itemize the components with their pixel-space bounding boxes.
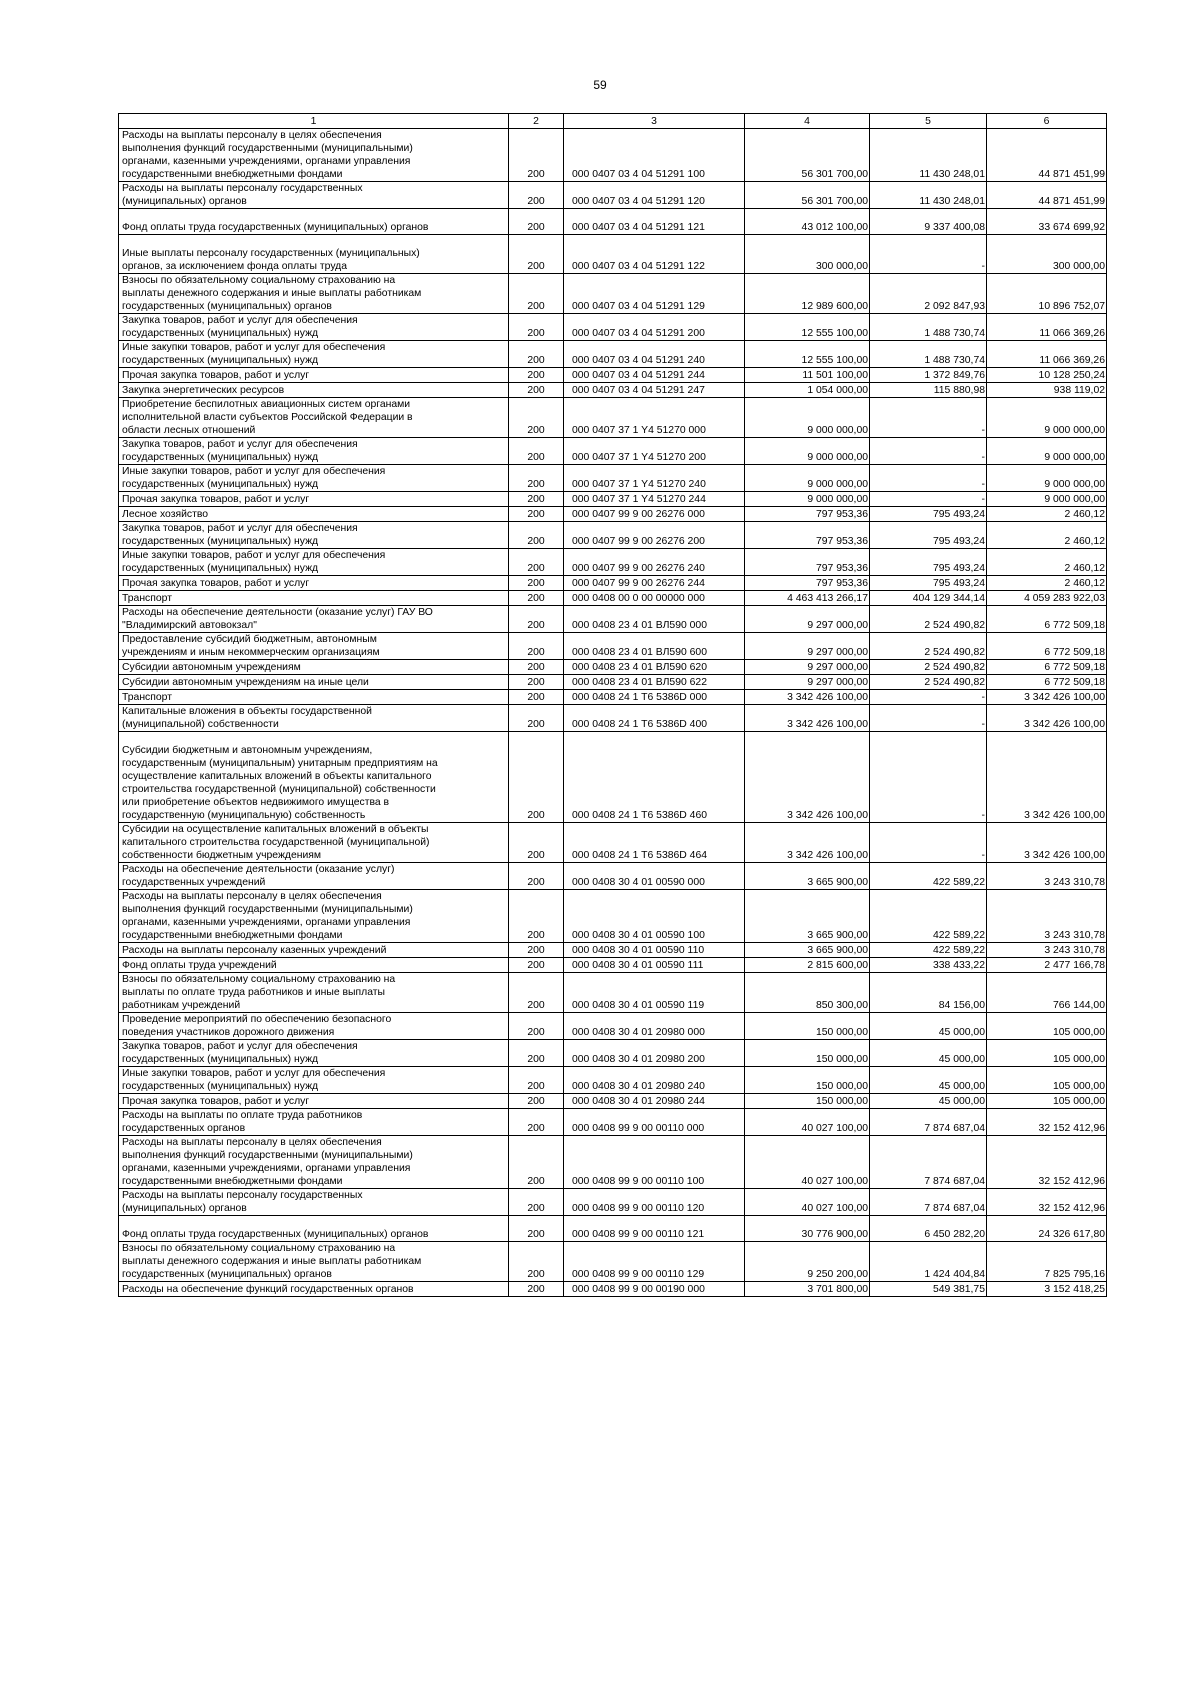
row-unexecuted-amount-cell: 3 342 426 100,00 (987, 705, 1107, 732)
row-approved-amount-cell: 300 000,00 (745, 235, 870, 274)
row-approved-amount-cell: 40 027 100,00 (745, 1136, 870, 1189)
row-executed-amount-cell: 422 589,22 (870, 890, 987, 943)
row-kbk-code-cell: 000 0408 30 4 01 00590 119 (564, 973, 745, 1013)
row-line-code-cell: 200 (509, 606, 564, 633)
row-kbk-code-cell: 000 0408 23 4 01 ВЛ590 600 (564, 633, 745, 660)
row-executed-amount-cell: 404 129 344,14 (870, 591, 987, 606)
row-approved-amount-cell: 56 301 700,00 (745, 182, 870, 209)
row-executed-amount-cell: 422 589,22 (870, 943, 987, 958)
row-line-code-cell: 200 (509, 274, 564, 314)
row-executed-amount-cell: 45 000,00 (870, 1013, 987, 1040)
row-name-cell: Расходы на обеспечение функций государственных органов (119, 1282, 509, 1297)
table-row (119, 368, 1107, 383)
row-unexecuted-amount-cell: 2 477 166,78 (987, 958, 1107, 973)
row-executed-amount-cell: - (870, 690, 987, 705)
row-executed-amount-cell: - (870, 823, 987, 863)
row-executed-amount-cell: 2 524 490,82 (870, 606, 987, 633)
row-kbk-code-cell: 000 0408 23 4 01 ВЛ590 620 (564, 660, 745, 675)
row-unexecuted-amount-cell: 9 000 000,00 (987, 492, 1107, 507)
row-line-code-cell: 200 (509, 576, 564, 591)
row-approved-amount-cell: 3 665 900,00 (745, 943, 870, 958)
row-line-code-cell: 200 (509, 675, 564, 690)
row-approved-amount-cell: 150 000,00 (745, 1067, 870, 1094)
row-line-code-cell: 200 (509, 438, 564, 465)
row-kbk-code-cell: 000 0408 30 4 01 20980 200 (564, 1040, 745, 1067)
row-executed-amount-cell: 115 880,98 (870, 383, 987, 398)
row-executed-amount-cell: - (870, 398, 987, 438)
row-kbk-code-cell: 000 0408 30 4 01 00590 000 (564, 863, 745, 890)
table-row (119, 398, 1107, 438)
row-unexecuted-amount-cell: 2 460,12 (987, 549, 1107, 576)
row-unexecuted-amount-cell: 32 152 412,96 (987, 1189, 1107, 1216)
row-unexecuted-amount-cell: 6 772 509,18 (987, 606, 1107, 633)
row-executed-amount-cell: 7 874 687,04 (870, 1109, 987, 1136)
row-approved-amount-cell: 12 555 100,00 (745, 314, 870, 341)
row-name-cell: Взносы по обязательному социальному страхованию на выплаты денежного содержания и иные выплаты работникам государственных (муниципальных) органов (119, 274, 509, 314)
row-name-cell: Предоставление субсидий бюджетным, автономным учреждениям и иным некоммерческим организациям (119, 633, 509, 660)
row-executed-amount-cell: 45 000,00 (870, 1040, 987, 1067)
row-approved-amount-cell: 3 342 426 100,00 (745, 732, 870, 823)
row-line-code-cell: 200 (509, 1040, 564, 1067)
row-executed-amount-cell: 11 430 248,01 (870, 182, 987, 209)
row-approved-amount-cell: 1 054 000,00 (745, 383, 870, 398)
row-approved-amount-cell: 797 953,36 (745, 507, 870, 522)
table-row (119, 438, 1107, 465)
row-line-code-cell: 200 (509, 732, 564, 823)
row-executed-amount-cell: 45 000,00 (870, 1094, 987, 1109)
row-executed-amount-cell: 7 874 687,04 (870, 1136, 987, 1189)
table-row (119, 1067, 1107, 1094)
row-name-cell: Расходы на обеспечение деятельности (оказание услуг) ГАУ ВО "Владимирский автовокзал" (119, 606, 509, 633)
row-line-code-cell: 200 (509, 507, 564, 522)
table-row (119, 690, 1107, 705)
row-name-cell: Субсидии автономным учреждениям на иные цели (119, 675, 509, 690)
row-line-code-cell: 200 (509, 660, 564, 675)
row-name-cell: Субсидии бюджетным и автономным учреждениям, государственным (муниципальным) унитарным предприятиям на осуществление капитальных вложений в объекты капитального строительства государственной (муниципальной) собственности или приобретение объектов недвижимого имущества в государственную (муниципальную) собственность (119, 732, 509, 823)
row-name-cell: Приобретение беспилотных авиационных систем органами исполнительной власти субъектов Российской Федерации в области лесных отношений (119, 398, 509, 438)
row-unexecuted-amount-cell: 2 460,12 (987, 522, 1107, 549)
row-kbk-code-cell: 000 0407 03 4 04 51291 244 (564, 368, 745, 383)
row-name-cell: Проведение мероприятий по обеспечению безопасного поведения участников дорожного движения (119, 1013, 509, 1040)
table-row (119, 732, 1107, 823)
table-row (119, 274, 1107, 314)
row-line-code-cell: 200 (509, 368, 564, 383)
row-kbk-code-cell: 000 0407 03 4 04 51291 100 (564, 129, 745, 182)
column-header-1: 1 (119, 114, 509, 129)
row-approved-amount-cell: 43 012 100,00 (745, 209, 870, 235)
row-executed-amount-cell: 549 381,75 (870, 1282, 987, 1297)
row-name-cell: Расходы на обеспечение деятельности (оказание услуг) государственных учреждений (119, 863, 509, 890)
row-kbk-code-cell: 000 0407 03 4 04 51291 122 (564, 235, 745, 274)
row-executed-amount-cell: - (870, 492, 987, 507)
row-line-code-cell: 200 (509, 398, 564, 438)
row-name-cell: Иные закупки товаров, работ и услуг для обеспечения государственных (муниципальных) нужд (119, 549, 509, 576)
row-kbk-code-cell: 000 0408 24 1 T6 5386D 464 (564, 823, 745, 863)
row-approved-amount-cell: 9 000 000,00 (745, 398, 870, 438)
table-row (119, 522, 1107, 549)
row-line-code-cell: 200 (509, 863, 564, 890)
row-kbk-code-cell: 000 0408 24 1 T6 5386D 460 (564, 732, 745, 823)
table-row (119, 1242, 1107, 1282)
row-line-code-cell: 200 (509, 973, 564, 1013)
row-line-code-cell: 200 (509, 341, 564, 368)
row-name-cell: Транспорт (119, 591, 509, 606)
row-unexecuted-amount-cell: 2 460,12 (987, 576, 1107, 591)
row-kbk-code-cell: 000 0407 03 4 04 51291 121 (564, 209, 745, 235)
row-unexecuted-amount-cell: 3 342 426 100,00 (987, 823, 1107, 863)
row-name-cell: Иные выплаты персоналу государственных (муниципальных) органов, за исключением фонда оплаты труда (119, 235, 509, 274)
row-unexecuted-amount-cell: 3 342 426 100,00 (987, 732, 1107, 823)
budget-table-container (118, 113, 1106, 1297)
row-kbk-code-cell: 000 0407 03 4 04 51291 129 (564, 274, 745, 314)
row-kbk-code-cell: 000 0408 99 9 00 00110 129 (564, 1242, 745, 1282)
row-name-cell: Фонд оплаты труда государственных (муниципальных) органов (119, 209, 509, 235)
row-line-code-cell: 200 (509, 1282, 564, 1297)
row-line-code-cell: 200 (509, 1216, 564, 1242)
row-unexecuted-amount-cell: 11 066 369,26 (987, 341, 1107, 368)
row-kbk-code-cell: 000 0408 30 4 01 20980 240 (564, 1067, 745, 1094)
row-line-code-cell: 200 (509, 958, 564, 973)
row-approved-amount-cell: 3 342 426 100,00 (745, 705, 870, 732)
row-executed-amount-cell: 795 493,24 (870, 576, 987, 591)
row-kbk-code-cell: 000 0408 30 4 01 20980 000 (564, 1013, 745, 1040)
row-unexecuted-amount-cell: 3 342 426 100,00 (987, 690, 1107, 705)
row-line-code-cell: 200 (509, 890, 564, 943)
row-kbk-code-cell: 000 0408 30 4 01 00590 111 (564, 958, 745, 973)
row-line-code-cell: 200 (509, 1189, 564, 1216)
table-row (119, 1109, 1107, 1136)
table-body (119, 129, 1107, 1297)
row-kbk-code-cell: 000 0408 24 1 T6 5386D 400 (564, 705, 745, 732)
row-approved-amount-cell: 9 297 000,00 (745, 633, 870, 660)
row-unexecuted-amount-cell: 44 871 451,99 (987, 129, 1107, 182)
row-name-cell: Расходы на выплаты персоналу государственных (муниципальных) органов (119, 182, 509, 209)
table-row (119, 576, 1107, 591)
row-executed-amount-cell: 795 493,24 (870, 549, 987, 576)
page-number: 59 (593, 78, 607, 92)
row-kbk-code-cell: 000 0408 99 9 00 00110 120 (564, 1189, 745, 1216)
table-row (119, 549, 1107, 576)
row-kbk-code-cell: 000 0408 23 4 01 ВЛ590 622 (564, 675, 745, 690)
row-name-cell: Иные закупки товаров, работ и услуг для обеспечения государственных (муниципальных) нужд (119, 465, 509, 492)
row-unexecuted-amount-cell: 2 460,12 (987, 507, 1107, 522)
row-name-cell: Прочая закупка товаров, работ и услуг (119, 492, 509, 507)
row-unexecuted-amount-cell: 6 772 509,18 (987, 633, 1107, 660)
row-line-code-cell: 200 (509, 943, 564, 958)
table-row (119, 1040, 1107, 1067)
row-name-cell: Расходы на выплаты персоналу государственных (муниципальных) органов (119, 1189, 509, 1216)
row-line-code-cell: 200 (509, 1136, 564, 1189)
row-line-code-cell: 200 (509, 383, 564, 398)
row-executed-amount-cell: 1 372 849,76 (870, 368, 987, 383)
table-header-row (119, 114, 1107, 129)
row-approved-amount-cell: 3 665 900,00 (745, 863, 870, 890)
row-unexecuted-amount-cell: 105 000,00 (987, 1067, 1107, 1094)
table-row (119, 314, 1107, 341)
row-kbk-code-cell: 000 0407 99 9 00 26276 240 (564, 549, 745, 576)
row-name-cell: Закупка товаров, работ и услуг для обеспечения государственных (муниципальных) нужд (119, 522, 509, 549)
row-unexecuted-amount-cell: 32 152 412,96 (987, 1109, 1107, 1136)
row-approved-amount-cell: 11 501 100,00 (745, 368, 870, 383)
column-header-6: 6 (987, 114, 1107, 129)
row-name-cell: Прочая закупка товаров, работ и услуг (119, 1094, 509, 1109)
row-unexecuted-amount-cell: 32 152 412,96 (987, 1136, 1107, 1189)
table-row (119, 958, 1107, 973)
row-unexecuted-amount-cell: 3 243 310,78 (987, 890, 1107, 943)
row-executed-amount-cell: 795 493,24 (870, 522, 987, 549)
row-approved-amount-cell: 150 000,00 (745, 1040, 870, 1067)
row-executed-amount-cell: - (870, 235, 987, 274)
row-kbk-code-cell: 000 0407 03 4 04 51291 247 (564, 383, 745, 398)
row-approved-amount-cell: 12 555 100,00 (745, 341, 870, 368)
row-name-cell: Капитальные вложения в объекты государственной (муниципальной) собственности (119, 705, 509, 732)
row-unexecuted-amount-cell: 6 772 509,18 (987, 660, 1107, 675)
row-line-code-cell: 200 (509, 591, 564, 606)
row-line-code-cell: 200 (509, 314, 564, 341)
column-header-3: 3 (564, 114, 745, 129)
row-name-cell: Расходы на выплаты по оплате труда работников государственных органов (119, 1109, 509, 1136)
table-row (119, 606, 1107, 633)
row-line-code-cell: 200 (509, 823, 564, 863)
row-line-code-cell: 200 (509, 235, 564, 274)
table-row (119, 209, 1107, 235)
row-name-cell: Фонд оплаты труда учреждений (119, 958, 509, 973)
row-line-code-cell: 200 (509, 633, 564, 660)
row-approved-amount-cell: 850 300,00 (745, 973, 870, 1013)
table-row (119, 492, 1107, 507)
row-executed-amount-cell: 7 874 687,04 (870, 1189, 987, 1216)
row-approved-amount-cell: 9 297 000,00 (745, 606, 870, 633)
row-kbk-code-cell: 000 0407 03 4 04 51291 200 (564, 314, 745, 341)
column-header-5: 5 (870, 114, 987, 129)
row-kbk-code-cell: 000 0407 99 9 00 26276 000 (564, 507, 745, 522)
column-header-2: 2 (509, 114, 564, 129)
row-executed-amount-cell: 11 430 248,01 (870, 129, 987, 182)
row-approved-amount-cell: 40 027 100,00 (745, 1189, 870, 1216)
row-kbk-code-cell: 000 0407 03 4 04 51291 240 (564, 341, 745, 368)
table-row (119, 507, 1107, 522)
row-kbk-code-cell: 000 0408 30 4 01 00590 110 (564, 943, 745, 958)
row-kbk-code-cell: 000 0407 99 9 00 26276 244 (564, 576, 745, 591)
row-approved-amount-cell: 56 301 700,00 (745, 129, 870, 182)
table-row (119, 129, 1107, 182)
row-executed-amount-cell: 422 589,22 (870, 863, 987, 890)
row-kbk-code-cell: 000 0408 99 9 00 00110 100 (564, 1136, 745, 1189)
row-name-cell: Взносы по обязательному социальному страхованию на выплаты по оплате труда работников и иные выплаты работникам учреждений (119, 973, 509, 1013)
row-executed-amount-cell: 6 450 282,20 (870, 1216, 987, 1242)
row-line-code-cell: 200 (509, 690, 564, 705)
row-approved-amount-cell: 12 989 600,00 (745, 274, 870, 314)
row-executed-amount-cell: 2 092 847,93 (870, 274, 987, 314)
row-unexecuted-amount-cell: 105 000,00 (987, 1094, 1107, 1109)
row-unexecuted-amount-cell: 105 000,00 (987, 1040, 1107, 1067)
row-unexecuted-amount-cell: 3 152 418,25 (987, 1282, 1107, 1297)
row-kbk-code-cell: 000 0408 99 9 00 00110 121 (564, 1216, 745, 1242)
table-row (119, 235, 1107, 274)
table-row (119, 1094, 1107, 1109)
row-approved-amount-cell: 3 665 900,00 (745, 890, 870, 943)
row-name-cell: Закупка энергетических ресурсов (119, 383, 509, 398)
row-name-cell: Субсидии на осуществление капитальных вложений в объекты капитального строительства государственной (муниципальной) собственности бюджетным учреждениям (119, 823, 509, 863)
row-approved-amount-cell: 3 342 426 100,00 (745, 823, 870, 863)
row-kbk-code-cell: 000 0407 37 1 Y4 51270 200 (564, 438, 745, 465)
row-approved-amount-cell: 150 000,00 (745, 1094, 870, 1109)
row-name-cell: Закупка товаров, работ и услуг для обеспечения государственных (муниципальных) нужд (119, 438, 509, 465)
row-unexecuted-amount-cell: 24 326 617,80 (987, 1216, 1107, 1242)
row-line-code-cell: 200 (509, 522, 564, 549)
row-executed-amount-cell: - (870, 438, 987, 465)
row-unexecuted-amount-cell: 766 144,00 (987, 973, 1107, 1013)
table-row (119, 465, 1107, 492)
row-unexecuted-amount-cell: 300 000,00 (987, 235, 1107, 274)
table-row (119, 823, 1107, 863)
row-line-code-cell: 200 (509, 209, 564, 235)
row-name-cell: Расходы на выплаты персоналу в целях обеспечения выполнения функций государственными (муниципальными) органами, казенными учреждениями, органами управления государственными внебюджетными фондами (119, 129, 509, 182)
table-row (119, 943, 1107, 958)
row-kbk-code-cell: 000 0408 00 0 00 00000 000 (564, 591, 745, 606)
row-approved-amount-cell: 9 000 000,00 (745, 438, 870, 465)
row-name-cell: Закупка товаров, работ и услуг для обеспечения государственных (муниципальных) нужд (119, 314, 509, 341)
row-line-code-cell: 200 (509, 705, 564, 732)
table-row (119, 633, 1107, 660)
row-approved-amount-cell: 30 776 900,00 (745, 1216, 870, 1242)
row-name-cell: Субсидии автономным учреждениям (119, 660, 509, 675)
row-name-cell: Закупка товаров, работ и услуг для обеспечения государственных (муниципальных) нужд (119, 1040, 509, 1067)
row-approved-amount-cell: 797 953,36 (745, 549, 870, 576)
table-row (119, 890, 1107, 943)
row-kbk-code-cell: 000 0408 99 9 00 00110 000 (564, 1109, 745, 1136)
row-unexecuted-amount-cell: 11 066 369,26 (987, 314, 1107, 341)
column-header-4: 4 (745, 114, 870, 129)
row-name-cell: Иные закупки товаров, работ и услуг для обеспечения государственных (муниципальных) нужд (119, 1067, 509, 1094)
row-executed-amount-cell: 84 156,00 (870, 973, 987, 1013)
row-executed-amount-cell: - (870, 705, 987, 732)
table-row (119, 1136, 1107, 1189)
row-line-code-cell: 200 (509, 1013, 564, 1040)
row-kbk-code-cell: 000 0408 30 4 01 20980 244 (564, 1094, 745, 1109)
row-unexecuted-amount-cell: 9 000 000,00 (987, 438, 1107, 465)
row-name-cell: Фонд оплаты труда государственных (муниципальных) органов (119, 1216, 509, 1242)
row-line-code-cell: 200 (509, 492, 564, 507)
row-executed-amount-cell: 795 493,24 (870, 507, 987, 522)
row-executed-amount-cell: 2 524 490,82 (870, 633, 987, 660)
table-row (119, 341, 1107, 368)
row-line-code-cell: 200 (509, 1094, 564, 1109)
row-kbk-code-cell: 000 0407 37 1 Y4 51270 240 (564, 465, 745, 492)
row-unexecuted-amount-cell: 9 000 000,00 (987, 398, 1107, 438)
row-approved-amount-cell: 40 027 100,00 (745, 1109, 870, 1136)
row-line-code-cell: 200 (509, 1242, 564, 1282)
row-executed-amount-cell: 1 424 404,84 (870, 1242, 987, 1282)
row-unexecuted-amount-cell: 3 243 310,78 (987, 943, 1107, 958)
row-executed-amount-cell: 9 337 400,08 (870, 209, 987, 235)
row-approved-amount-cell: 797 953,36 (745, 522, 870, 549)
row-executed-amount-cell: 2 524 490,82 (870, 660, 987, 675)
table-row (119, 675, 1107, 690)
row-approved-amount-cell: 9 000 000,00 (745, 465, 870, 492)
row-executed-amount-cell: 1 488 730,74 (870, 314, 987, 341)
row-kbk-code-cell: 000 0407 37 1 Y4 51270 000 (564, 398, 745, 438)
row-approved-amount-cell: 4 463 413 266,17 (745, 591, 870, 606)
row-approved-amount-cell: 2 815 600,00 (745, 958, 870, 973)
row-executed-amount-cell: 338 433,22 (870, 958, 987, 973)
row-line-code-cell: 200 (509, 1067, 564, 1094)
row-executed-amount-cell: - (870, 465, 987, 492)
row-approved-amount-cell: 9 297 000,00 (745, 675, 870, 690)
row-unexecuted-amount-cell: 33 674 699,92 (987, 209, 1107, 235)
row-kbk-code-cell: 000 0408 24 1 T6 5386D 000 (564, 690, 745, 705)
table-row (119, 705, 1107, 732)
row-name-cell: Лесное хозяйство (119, 507, 509, 522)
row-name-cell: Взносы по обязательному социальному страхованию на выплаты денежного содержания и иные выплаты работникам государственных (муниципальных) органов (119, 1242, 509, 1282)
row-kbk-code-cell: 000 0408 23 4 01 ВЛ590 000 (564, 606, 745, 633)
row-unexecuted-amount-cell: 105 000,00 (987, 1013, 1107, 1040)
table-row (119, 660, 1107, 675)
row-approved-amount-cell: 3 342 426 100,00 (745, 690, 870, 705)
row-name-cell: Прочая закупка товаров, работ и услуг (119, 576, 509, 591)
row-name-cell: Расходы на выплаты персоналу казенных учреждений (119, 943, 509, 958)
row-executed-amount-cell: 2 524 490,82 (870, 675, 987, 690)
row-unexecuted-amount-cell: 44 871 451,99 (987, 182, 1107, 209)
row-executed-amount-cell: 45 000,00 (870, 1067, 987, 1094)
table-row (119, 1013, 1107, 1040)
row-approved-amount-cell: 9 250 200,00 (745, 1242, 870, 1282)
row-executed-amount-cell: 1 488 730,74 (870, 341, 987, 368)
row-approved-amount-cell: 797 953,36 (745, 576, 870, 591)
row-unexecuted-amount-cell: 6 772 509,18 (987, 675, 1107, 690)
row-kbk-code-cell: 000 0407 99 9 00 26276 200 (564, 522, 745, 549)
row-unexecuted-amount-cell: 10 896 752,07 (987, 274, 1107, 314)
row-kbk-code-cell: 000 0407 37 1 Y4 51270 244 (564, 492, 745, 507)
table-row (119, 973, 1107, 1013)
row-approved-amount-cell: 150 000,00 (745, 1013, 870, 1040)
row-name-cell: Иные закупки товаров, работ и услуг для обеспечения государственных (муниципальных) нужд (119, 341, 509, 368)
table-row (119, 1282, 1107, 1297)
row-kbk-code-cell: 000 0408 30 4 01 00590 100 (564, 890, 745, 943)
row-unexecuted-amount-cell: 10 128 250,24 (987, 368, 1107, 383)
table-row (119, 863, 1107, 890)
row-line-code-cell: 200 (509, 129, 564, 182)
table-row (119, 383, 1107, 398)
row-unexecuted-amount-cell: 9 000 000,00 (987, 465, 1107, 492)
row-name-cell: Расходы на выплаты персоналу в целях обеспечения выполнения функций государственными (муниципальными) органами, казенными учреждениями, органами управления государственными внебюджетными фондами (119, 890, 509, 943)
table-row (119, 182, 1107, 209)
row-name-cell: Расходы на выплаты персоналу в целях обеспечения выполнения функций государственными (муниципальными) органами, казенными учреждениями, органами управления государственными внебюджетными фондами (119, 1136, 509, 1189)
row-line-code-cell: 200 (509, 465, 564, 492)
row-line-code-cell: 200 (509, 549, 564, 576)
row-name-cell: Прочая закупка товаров, работ и услуг (119, 368, 509, 383)
row-unexecuted-amount-cell: 4 059 283 922,03 (987, 591, 1107, 606)
row-kbk-code-cell: 000 0408 99 9 00 00190 000 (564, 1282, 745, 1297)
row-approved-amount-cell: 3 701 800,00 (745, 1282, 870, 1297)
row-unexecuted-amount-cell: 938 119,02 (987, 383, 1107, 398)
row-executed-amount-cell: - (870, 732, 987, 823)
row-line-code-cell: 200 (509, 1109, 564, 1136)
table-row (119, 1189, 1107, 1216)
row-kbk-code-cell: 000 0407 03 4 04 51291 120 (564, 182, 745, 209)
budget-execution-table (118, 113, 1107, 1297)
table-row (119, 591, 1107, 606)
row-approved-amount-cell: 9 297 000,00 (745, 660, 870, 675)
row-approved-amount-cell: 9 000 000,00 (745, 492, 870, 507)
row-line-code-cell: 200 (509, 182, 564, 209)
row-unexecuted-amount-cell: 3 243 310,78 (987, 863, 1107, 890)
table-row (119, 1216, 1107, 1242)
row-unexecuted-amount-cell: 7 825 795,16 (987, 1242, 1107, 1282)
row-name-cell: Транспорт (119, 690, 509, 705)
